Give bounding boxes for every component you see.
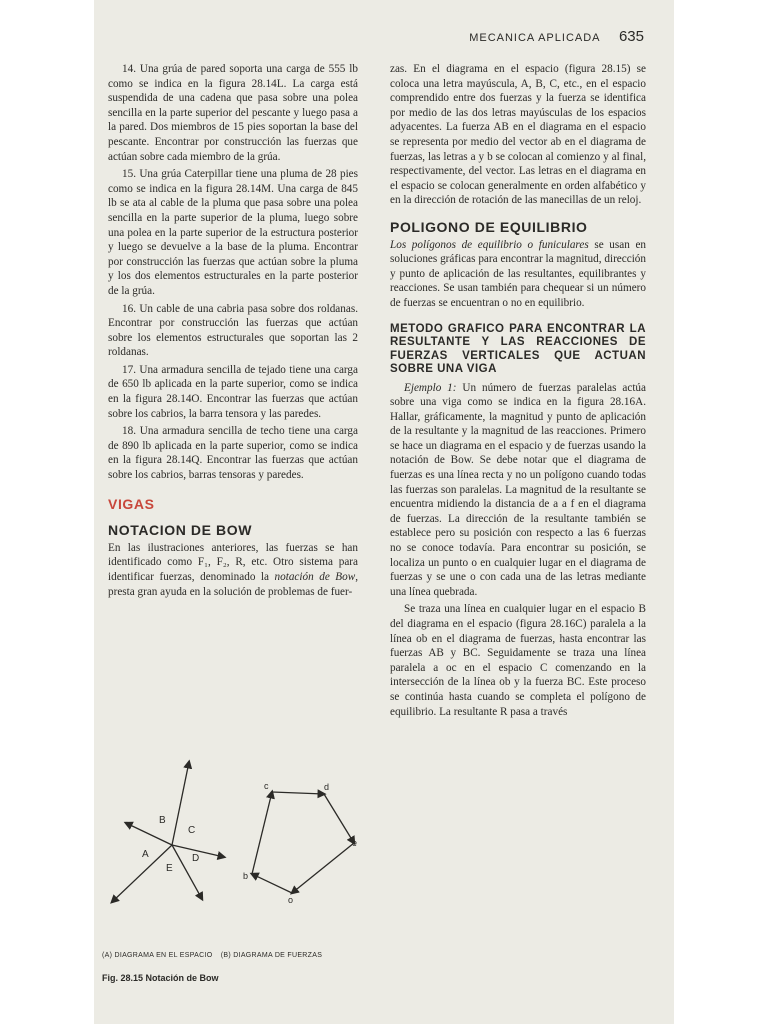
- poly-label-o: o: [288, 895, 294, 905]
- section-heading-poligono: POLIGONO DE EQUILIBRIO: [390, 218, 588, 235]
- bow-notation-diagram: [102, 757, 358, 947]
- right-column: [390, 62, 646, 722]
- space-label-d: D: [192, 853, 200, 864]
- exercise-16: 16. Un cable de una cabria pasa sobre dos roldanas. Encontrar por construcción las fuerzas que actúan sobre los elementos estructurales que soportan las 2 roldanas.: [108, 302, 358, 359]
- poligono-paragraph: Los polígonos de equilibrio o funiculares se usan en soluciones gráficas para encontrar la magnitud, dirección y punto de aplicación de las resultantes, equilibrantes y reacciones. Se usan también para chequear si un número de fuerzas se encuentran o no en equilibrio.: [390, 238, 646, 309]
- space-label-a: A: [142, 849, 149, 860]
- section-heading-bow: NOTACION DE BOW: [108, 522, 253, 539]
- left-column: [108, 62, 358, 602]
- exercise-14: 14. Una grúa de pared soporta una carga de 555 lb como se indica en la figura 28.14L. La carga está suspendida de una cadena que pasa sobre una polea sencilla en la parte superior del pescante y luego pasa a la pared. Dos miembros de 15 pies soportan la base del pescante. Encontrar por construcción las fuerzas que actúan sobre cada miembro de la grúa.: [108, 63, 358, 163]
- force-polygon: [252, 792, 354, 893]
- poly-label-b: b: [243, 871, 249, 881]
- page-number: 635: [618, 28, 644, 45]
- bow-continuation: zas. En el diagrama en el espacio (figura 28.15) se coloca una letra mayúscula, A, B, C, etc., en el espacio comprendido entre dos fuerzas y la fuerza se identifica por medio de las dos letras mayúsculas de los espacios adyacentes. La fuerza AB en el diagrama en el espacio se representa por medio del vector ab en el diagrama de fuerzas, las letras a y b se colocan al comienzo y al final, respectivamente, del vector. Las letras en el diagrama en el espacio se colocan generalmente en orden alfabético y en la dirección de rotación de las manecillas de un reloj.: [390, 63, 646, 207]
- example-paragraph: Ejemplo 1: Un número de fuerzas paralelas actúa sobre una viga como se indica en la figura 28.16A. Hallar, gráficamente, la magnitud y punto de aplicación de la resultante y la magnitud de las reacciones. Primero se hace un diagrama en el espacio y de fuerzas usando la notación de Bow. Se debe notar que el diagrama de fuerzas es una línea recta y no un polígono cuando todas las fuerzas son paralelas. La magnitud de la resultante se encuentra midiendo la distancia de a a f en el diagrama de fuerzas. La dirección de la resultante también se establece pero su posición con respecto a las 6 fuerzas no se conoce todavía. Para encontrar su posición, se localiza un punto o en cualquier lugar en el diagrama de fuerzas y se une o con cada una de las letras mediante una línea quebrada.: [390, 381, 646, 598]
- exercise-17: 17. Una armadura sencilla de tejado tiene una carga de 650 lb aplicada en la parte superior, como se indica en la figura 28.14O. Encontrar las fuerzas que actúan sobre los cabrios, la barra tensora y las paredes.: [108, 363, 358, 420]
- book-page: [94, 0, 674, 1024]
- figure-caption: Fig. 28.15 Notación de Bow: [102, 973, 219, 983]
- poly-label-e: e: [352, 838, 358, 848]
- space-label-b: B: [159, 815, 166, 826]
- poly-label-c: c: [264, 781, 269, 791]
- bow-paragraph: En las ilustraciones anteriores, las fuerzas se han identificado como F₁, F₂, R, etc. Otro sistema para identificar fuerzas, denominado la notación de Bow, presta gran ayuda en la solución de problemas de fuer-: [108, 541, 358, 598]
- exercise-15: 15. Una grúa Caterpillar tiene una pluma de 28 pies como se indica en la figura 28.14M. Una carga de 845 lb se ata al cable de la pluma que pasa sobre una polea sencilla en la parte superior de la pluma, luego sobre una polea en la parte superior de la estructura posterior y luego se devuelve a la base de la pluma. Encontrar por construcción las fuerzas que actúan sobre la pluma y los dos elementos estructurales en la parte posterior de la grúa.: [108, 168, 358, 297]
- section-heading-metodo: METODO GRAFICO PARA ENCONTRAR LA RESULTANTE Y LAS REACCIONES DE FUERZAS VERTICALES QUE ACTUAN SOBRE UNA VIGA: [390, 322, 646, 375]
- space-label-c: C: [188, 825, 196, 836]
- running-header: [469, 28, 644, 46]
- subcaption-space: (A) DIAGRAMA EN EL ESPACIO: [102, 952, 213, 959]
- final-paragraph: Se traza una línea en cualquier lugar en el espacio B del diagrama en el espacio (figura 28.16C) paralela a la línea ob en el diagrama de fuerzas, hasta encontrar las fuerzas AB y BC. Seguidamente se traza una línea paralela a oc en el espacio C comenzando en la intersección de la línea ob y la fuerza BC. Este proceso se continúa hasta cuando se completa el polígono de equilibrio. La resultante R pasa a través: [390, 603, 646, 718]
- force-arrow-bc: [172, 762, 189, 845]
- subcaption-forces: (B) DIAGRAMA DE FUERZAS: [220, 952, 323, 959]
- figure-subcaptions: [102, 952, 358, 959]
- space-label-e: E: [166, 863, 173, 874]
- header-title: MECANICA APLICADA: [469, 32, 601, 44]
- space-diagram: [112, 762, 224, 902]
- figure-28-15: [102, 757, 358, 983]
- exercise-18: 18. Una armadura sencilla de techo tiene una carga de 890 lb aplicada en la parte superior, como se indica en la figura 28.14Q. Encontrar las fuerzas que actúan sobre los cabrios, barras tensoras y paredes.: [108, 425, 358, 482]
- force-arrow-ab: [126, 823, 172, 845]
- poly-label-d: d: [324, 782, 330, 792]
- section-heading-vigas: VIGAS: [108, 495, 155, 512]
